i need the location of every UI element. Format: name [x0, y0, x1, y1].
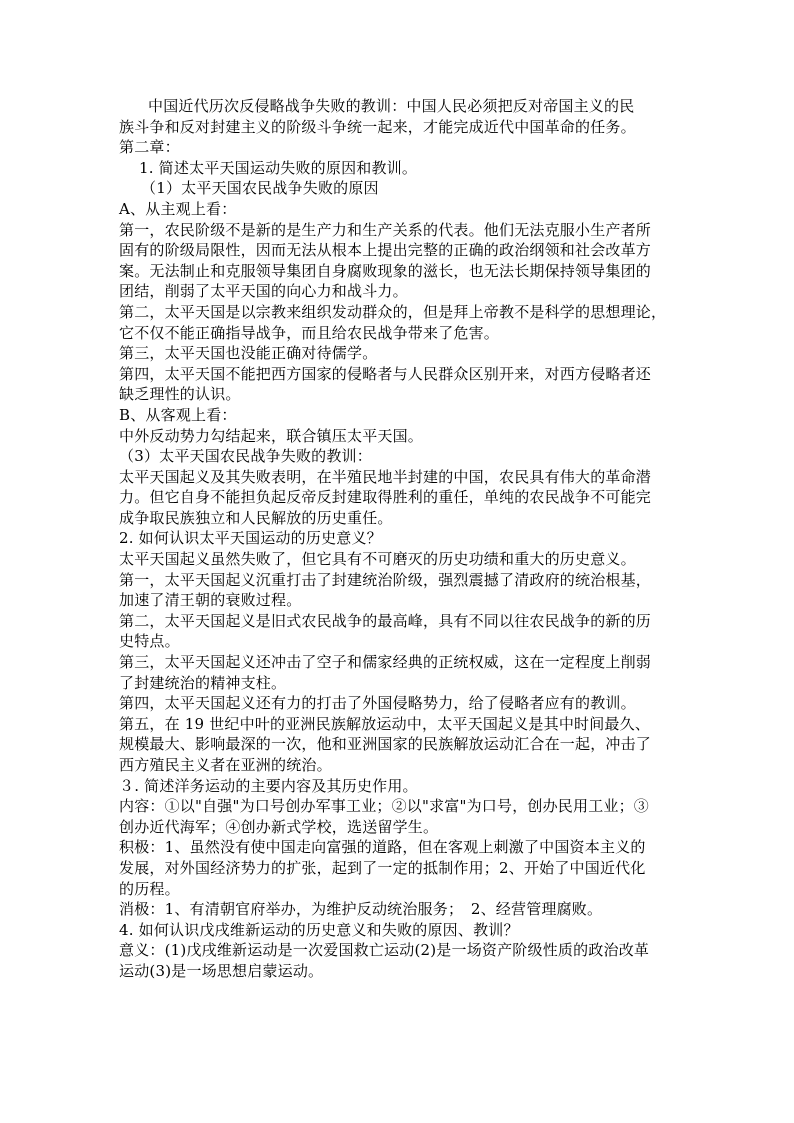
text-line: 史特点。: [119, 632, 180, 651]
text-line: 中外反动势力勾结起来，联合镇压太平天国。: [119, 426, 424, 445]
text-line: 第三，太平天国起义还冲击了空子和儒家经典的正统权威，这在一定程度上削弱: [119, 653, 652, 672]
text-line: 第一，农民阶级不是新的是生产力和生产关系的代表。他们无法克服小生产者所: [119, 220, 652, 239]
text-line: 第三，太平天国也没能正确对待儒学。: [119, 344, 378, 363]
text-line: 第一，太平天国起义沉重打击了封建统治阶级，强烈震撼了清政府的统治根基，: [119, 570, 652, 589]
text-line: 西方殖民主义者在亚洲的统治。: [119, 756, 332, 774]
text-line: 内容：①以"自强"为口号创办军事工业；②以"求富"为口号，创办民用工业；③: [119, 797, 650, 816]
text-line: 缺乏理性的认识。: [119, 385, 241, 404]
text-line: 规模最大、影响最深的一次，他和亚洲国家的民族解放运动汇合在一起，冲击了: [119, 735, 652, 754]
text-line: 运动(3)是一场思想启蒙运动。: [119, 961, 324, 980]
text-line: 了封建统治的精神支柱。: [119, 673, 287, 692]
text-line: 太平天国起义及其失败表明，在半殖民地半封建的中国，农民具有伟大的革命潜: [119, 467, 652, 486]
text-line: 2. 如何认识太平天国运动的历史意义？: [119, 529, 382, 548]
text-line: 第四，太平天国起义还有力的打击了外国侵略势力，给了侵略者应有的教训。: [119, 694, 636, 713]
text-line: 的历程。: [119, 879, 180, 898]
text-line: （3）太平天国农民战争失败的教训：: [119, 447, 372, 466]
text-line: 加速了清王朝的衰败过程。: [119, 591, 302, 610]
text-line: 它不仅不能正确指导战争，而且给农民战争带来了危害。: [119, 323, 500, 342]
text-line: 成争取民族独立和人民解放的历史重任。: [119, 508, 393, 527]
text-line: 积极：1、虽然没有使中国走向富强的道路，但在客观上刺激了中国资本主义的: [119, 838, 646, 857]
text-line: 意义：(1)戊戌维新运动是一次爱国救亡运动(2)是一场资产阶级性质的政治改革: [119, 941, 650, 960]
text-line: 第四，太平天国不能把西方国家的侵略者与人民群众区别开来，对西方侵略者还: [119, 364, 652, 383]
text-line: 第二，太平天国是以宗教来组织发动群众的，但是拜上帝教不是科学的思想理论，: [119, 302, 667, 321]
text-line: 消极：1、有清朝官府举办，为维护反动统治服务； 2、经营管理腐败。: [119, 900, 603, 919]
document-body: [119, 96, 679, 982]
text-line: 团结，削弱了太平天国的向心力和战斗力。: [119, 282, 408, 301]
text-line: 创办近代海军；④创办新式学校，选送留学生。: [119, 817, 439, 836]
text-line: 中国近代历次反侵略战争失败的教训：中国人民必须把反对帝国主义的民: [148, 97, 635, 115]
text-line: 第二章：: [119, 138, 180, 157]
text-line: 1. 简述太平天国运动失败的原因和教训。: [139, 158, 418, 177]
text-line: ３. 简述洋务运动的主要内容及其历史作用。: [119, 776, 418, 795]
text-line: 第二，太平天国起义是旧式农民战争的最高峰，具有不同以往农民战争的新的历: [119, 611, 652, 630]
text-line: A、从主观上看：: [119, 199, 237, 218]
text-line: 族斗争和反对封建主义的阶级斗争统一起来，才能完成近代中国革命的任务。: [119, 117, 636, 136]
text-line: B、从客观上看：: [119, 405, 237, 424]
text-line: 固有的阶级局限性，因而无法从根本上提出完整的正确的政治纲领和社会改革方: [119, 241, 652, 260]
text-line: 太平天国起义虽然失败了，但它具有不可磨灭的历史功绩和重大的历史意义。: [119, 550, 636, 569]
text-line: （1）太平天国农民战争失败的原因: [141, 179, 379, 198]
text-line: 力。但它自身不能担负起反帝反封建取得胜利的重任，单纯的农民战争不可能完: [119, 488, 652, 507]
text-line: 第五，在 19 世纪中叶的亚洲民族解放运动中，太平天国起义是其中时间最久、: [119, 714, 651, 733]
text-line: 发展，对外国经济势力的扩张，起到了一定的抵制作用；2、开始了中国近代化: [119, 858, 646, 877]
text-line: 4. 如何认识戊戌维新运动的历史意义和失败的原因、教训？: [119, 920, 519, 939]
text-line: 案。无法制止和克服领导集团自身腐败现象的滋长，也无法长期保持领导集团的: [119, 261, 652, 280]
